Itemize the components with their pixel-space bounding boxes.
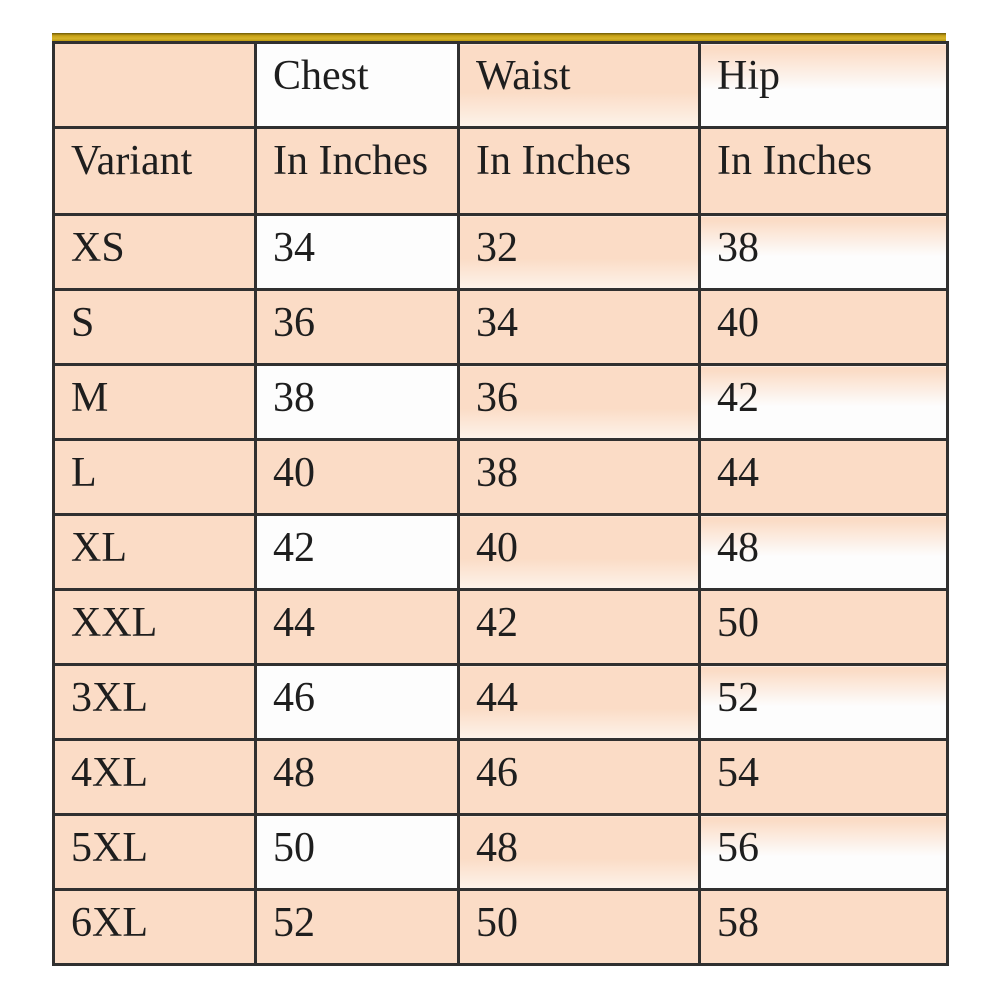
- cell-chest: 36: [256, 290, 459, 365]
- cell-chest: 46: [256, 665, 459, 740]
- header-variant: Variant: [54, 128, 256, 215]
- cell-hip: 42: [700, 365, 948, 440]
- header-chest: Chest: [256, 43, 459, 128]
- cell-variant: 5XL: [54, 815, 256, 890]
- cell-hip: 50: [700, 590, 948, 665]
- header-row-units: [54, 128, 948, 215]
- table-row-l: [54, 440, 948, 515]
- size-chart: [52, 33, 946, 966]
- table-row-5xl: [54, 815, 948, 890]
- cell-chest: 38: [256, 365, 459, 440]
- cell-waist: 42: [459, 590, 700, 665]
- cell-waist: 48: [459, 815, 700, 890]
- header-row-measures: [54, 43, 948, 128]
- header-blank-cell: [54, 43, 256, 128]
- cell-hip: 54: [700, 740, 948, 815]
- cell-variant: 6XL: [54, 890, 256, 965]
- cell-chest: 34: [256, 215, 459, 290]
- cell-waist: 36: [459, 365, 700, 440]
- gold-accent-bar: [52, 33, 946, 41]
- cell-waist: 34: [459, 290, 700, 365]
- cell-hip: 44: [700, 440, 948, 515]
- header-chest-unit: In Inches: [256, 128, 459, 215]
- table-row-4xl: [54, 740, 948, 815]
- cell-variant: XS: [54, 215, 256, 290]
- cell-waist: 44: [459, 665, 700, 740]
- header-hip-unit: In Inches: [700, 128, 948, 215]
- cell-waist: 40: [459, 515, 700, 590]
- cell-hip: 56: [700, 815, 948, 890]
- cell-hip: 38: [700, 215, 948, 290]
- table-row-s: [54, 290, 948, 365]
- header-hip: Hip: [700, 43, 948, 128]
- size-chart-table: [52, 41, 949, 966]
- cell-variant: L: [54, 440, 256, 515]
- header-waist-unit: In Inches: [459, 128, 700, 215]
- cell-chest: 40: [256, 440, 459, 515]
- cell-chest: 52: [256, 890, 459, 965]
- cell-hip: 52: [700, 665, 948, 740]
- cell-variant: S: [54, 290, 256, 365]
- cell-chest: 50: [256, 815, 459, 890]
- cell-hip: 40: [700, 290, 948, 365]
- table-row-3xl: [54, 665, 948, 740]
- cell-variant: XL: [54, 515, 256, 590]
- table-row-xxl: [54, 590, 948, 665]
- cell-waist: 38: [459, 440, 700, 515]
- cell-chest: 48: [256, 740, 459, 815]
- header-waist: Waist: [459, 43, 700, 128]
- table-row-6xl: [54, 890, 948, 965]
- cell-chest: 44: [256, 590, 459, 665]
- table-row-xl: [54, 515, 948, 590]
- cell-variant: M: [54, 365, 256, 440]
- cell-variant: 4XL: [54, 740, 256, 815]
- cell-hip: 58: [700, 890, 948, 965]
- cell-chest: 42: [256, 515, 459, 590]
- cell-hip: 48: [700, 515, 948, 590]
- cell-waist: 50: [459, 890, 700, 965]
- table-row-m: [54, 365, 948, 440]
- cell-variant: XXL: [54, 590, 256, 665]
- cell-waist: 32: [459, 215, 700, 290]
- cell-waist: 46: [459, 740, 700, 815]
- cell-variant: 3XL: [54, 665, 256, 740]
- table-row-xs: [54, 215, 948, 290]
